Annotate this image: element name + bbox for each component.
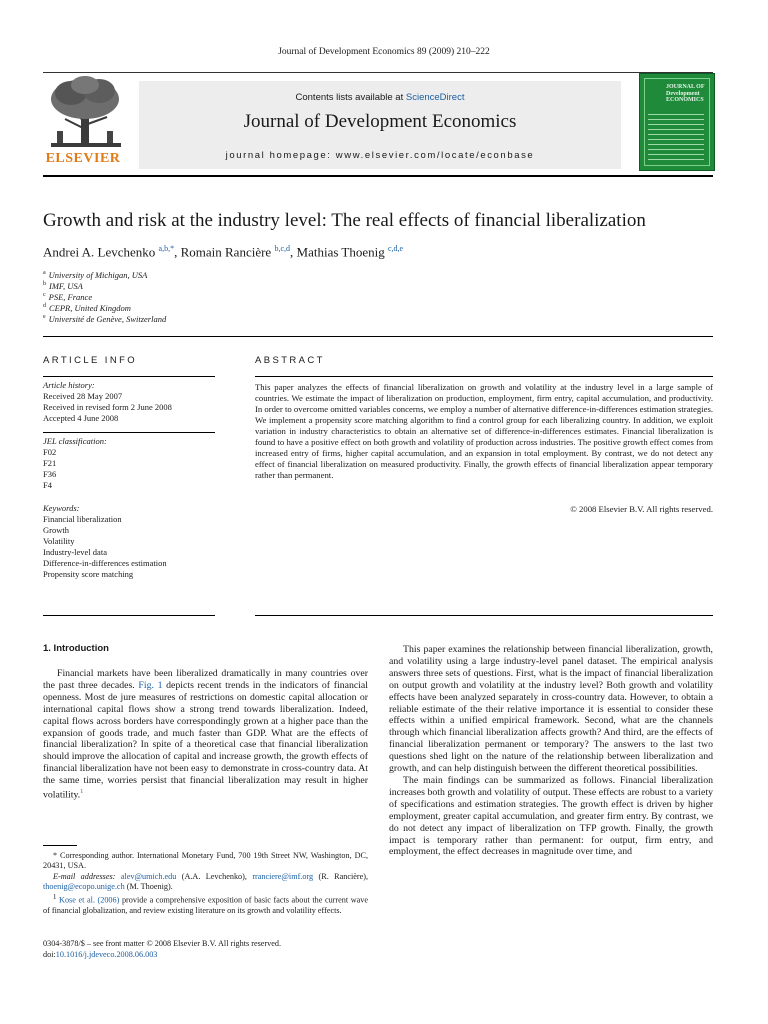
contents-prefix: Contents lists available at <box>295 92 406 103</box>
elsevier-logo <box>43 73 133 173</box>
contents-line <box>139 92 621 103</box>
elsevier-wordmark: ELSEVIER <box>45 151 121 166</box>
issn-line: 0304-3878/$ – see front matter © 2008 Elsevier B.V. All rights reserved. <box>43 939 282 948</box>
journal-banner <box>43 72 713 176</box>
article-info-rule <box>43 432 215 433</box>
email-addresses: E-mail addresses: alev@umich.edu (A.A. Levchenko), rranciere@imf.org (R. Rancière), thoenig@ecopo.unige.ch (M. Thoenig). <box>43 871 369 892</box>
corresponding-author-note: * Corresponding author. International Monetary Fund, 700 19th Street NW, Washington, DC, 20431, USA. <box>43 851 368 871</box>
journal-homepage[interactable]: journal homepage: www.elsevier.com/locate/econbase <box>225 150 535 161</box>
article-info-heading: ARTICLE INFO <box>43 355 138 366</box>
affiliation: $^c$ PSE, France <box>43 291 93 302</box>
banner-rule <box>43 175 713 177</box>
title-divider <box>43 336 713 337</box>
doi-link[interactable]: 10.1016/j.jdeveco.2008.06.003 <box>55 950 158 959</box>
figure-1-link[interactable]: Fig. 1 <box>138 679 163 691</box>
abstract-text: This paper analyzes the effects of financial liberalization on growth and volatility at the industry level in a large sample of countries. We estimate the impact of liberalization on production, employment, firm entry, capital accumulation, and productivity. In order to overcome omitted variables concerns, we employ a number of alternative difference-in-differences estimation strategies. We implement a propensity score matching algorithm to find a control group for each liberalizing country. In addition, we exploit variation in industry characteristics to obtain an alternative set of difference-in-differences estimates. Financial liberalization is found to have a positive effect on both growth and volatility of production across industries. The positive growth effect comes from increased entry of firms, higher capital accumulation, and an expansion in total employment. By contrast, we do not detect any effect of financial liberalization on measured productivity. Finally, the growth effects of financial liberalization appear temporary rather than permanent. <box>255 382 713 481</box>
affiliation: $^b$ IMF, USA <box>43 280 83 291</box>
intro-paragraph: This paper examines the relationship between financial liberalization, growth, and volatility using a large industry-level panel dataset. The empirical analysis answers three sets of questions. First, what is the impact of financial liberalization on output growth and volatility at the industry level? Both growth and volatility effects have been analyzed separately in cross-country data. However, to obtain a reliable estimate of the their relative importance it is essential to consider these effects within a unified empirical framework. Second, what are the channels through which financial liberalization affects growth? And third, are the effects of financial liberalization permanent or temporary? The answers to the last two questions shed light on the nature of the relationship between liberalization and growth, and can help distinguish between the different theoretical possibilities. <box>389 644 713 775</box>
journal-title: Journal of Development Economics <box>243 111 517 132</box>
cover-title: JOURNAL OF Development ECONOMICS <box>666 84 705 103</box>
intro-paragraph: Financial markets have been liberalized dramatically in many countries over the past three decades. Fig. 1 depicts recent trends in the indicators of financial openness. Most de jure measures of restrictions on domestic capital allocation or international capital flows show a strong trend towards liberalization. Indeed, capital flows across borders have correspondingly grown at a higher pace than the expansion of goods trade, and much faster than GDP. What are the effects of financial liberalization? In spite of a theoretical case that financial liberalization should improve the allocation of capital and increase growth, the growth effects of financial liberalization have not been easy to demonstrate in cross-country data. At the same time, worries persist that financial liberalization may result in higher volatility.$^1$ <box>43 668 368 801</box>
journal-reference: Journal of Development Economics 89 (2009) 210–222 <box>278 47 490 57</box>
journal-cover-thumbnail <box>639 73 715 171</box>
article-info-rule <box>43 376 215 377</box>
email-link[interactable]: thoenig@ecopo.unige.ch <box>43 882 125 892</box>
author-name: Romain Rancière <box>180 244 272 260</box>
elsevier-tree-icon <box>43 73 133 153</box>
footnotes <box>43 851 368 916</box>
left-column <box>43 668 368 801</box>
author-affiliation-marker[interactable]: b,c,d <box>274 244 291 253</box>
doi-line: doi:10.1016/j.jdeveco.2008.06.003 <box>43 950 158 959</box>
section-heading-introduction: 1. Introduction <box>43 643 109 654</box>
email-link[interactable]: rranciere@imf.org <box>252 871 314 881</box>
intro-paragraph: The main findings can be summarized as follows. Financial liberalization increases both growth and volatility of output. These effects are robust to a variety of specifications and estimation strategies. The growth effect is driven by higher employment, greater capital accumulation, and greater firm entry. By contrast, we do not detect any impact of liberalization on TFP growth. Finally, the growth impact is temporary rather than permanent: for output, firm entry, and employment, the effect decreases in magnitude over time, and <box>389 774 713 858</box>
email-link[interactable]: alev@umich.edu <box>120 871 177 881</box>
author-affiliation-marker[interactable]: c,d,e <box>388 244 404 253</box>
affiliation: $^e$ Université de Genève, Switzerland <box>43 313 167 324</box>
sciencedirect-link[interactable]: ScienceDirect <box>405 92 465 103</box>
article-meta <box>43 938 281 960</box>
footnote-1-marker[interactable]: 1 <box>80 789 84 796</box>
abstract-heading: ABSTRACT <box>255 355 325 366</box>
author-name: Mathias Thoenig <box>296 244 385 260</box>
affiliation: $^d$ CEPR, United Kingdom <box>43 302 131 313</box>
paper-title: Growth and risk at the industry level: The real effects of financial liberalization <box>43 210 646 231</box>
jel-classification: JEL classification: F02 F21 F36 F4 <box>43 436 107 490</box>
keywords: Keywords: Financial liberalization Growth Volatility Industry-level data Difference-in-differences estimation Propensity score matching <box>43 503 167 579</box>
footnote-1: $^1$ Kose et al. (2006) provide a comprehensive exposition of basic facts about the current wave of financial globalization, and review existing literature on its growth and volatility effects. <box>43 893 369 915</box>
abstract-rule <box>255 376 713 377</box>
article-info-bottom-rule <box>43 615 215 616</box>
author-affiliation-marker[interactable]: a,b,* <box>158 244 175 253</box>
journal-info-box <box>139 81 621 169</box>
right-column <box>389 644 713 858</box>
cover-decoration <box>648 114 704 164</box>
affiliation: $^a$ University of Michigan, USA <box>43 269 148 280</box>
author-list: Andrei A. Levchenko $^{a,b,*}$, Romain Rancière $^{b,c,d}$, Mathias Thoenig $^{c,d,e}$ <box>43 244 404 260</box>
footnote-rule <box>43 845 77 846</box>
abstract-bottom-rule <box>255 615 713 616</box>
article-history: Article history: Received 28 May 2007 Received in revised form 2 June 2008 Accepted 4 June 2008 <box>43 380 172 423</box>
author-name: Andrei A. Levchenko <box>43 244 156 260</box>
copyright-line: © 2008 Elsevier B.V. All rights reserved. <box>570 504 713 514</box>
kose-citation-link[interactable]: Kose et al. (2006) <box>59 895 120 905</box>
